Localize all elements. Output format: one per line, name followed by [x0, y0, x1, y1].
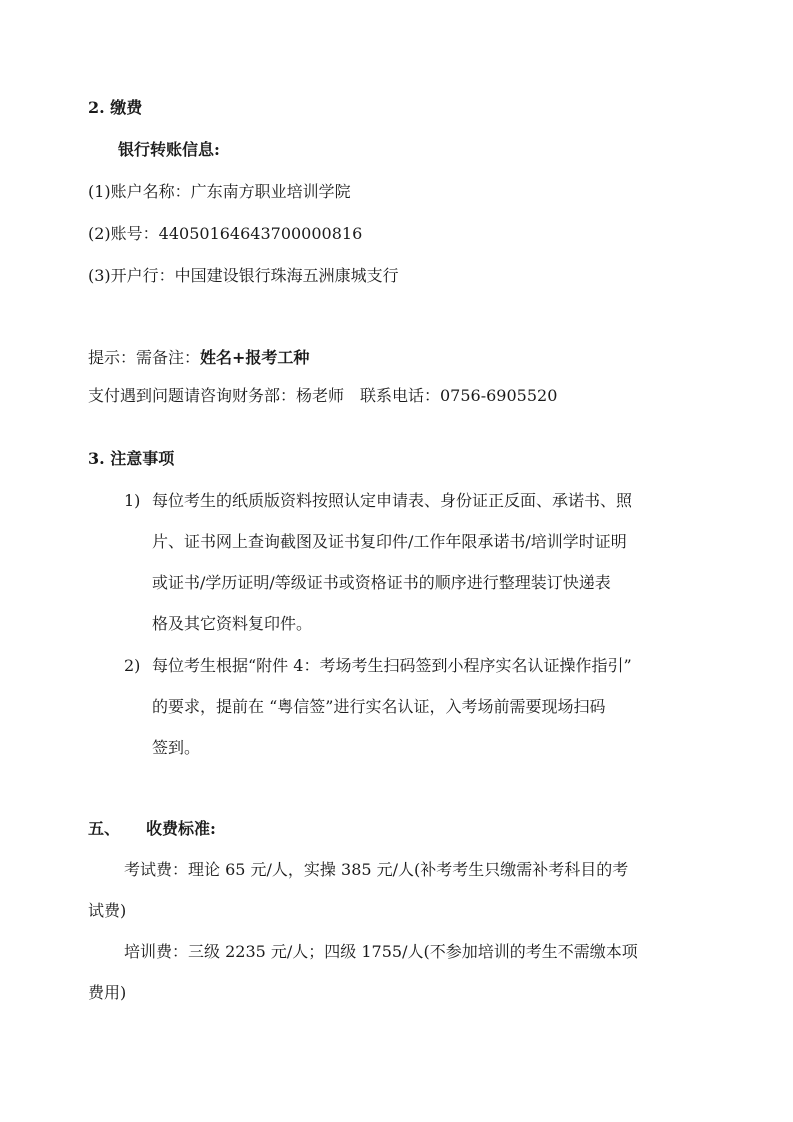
notice-item-1-line: 格及其它资料复印件。 [152, 614, 313, 633]
section-3-heading: 3. 注意事项 [88, 449, 175, 468]
notice-item-2-number: 2) [124, 656, 141, 675]
training-fee-line: 培训费：三级 2235 元/人；四级 1755/人(不参加培训的考生不需缴本项 [124, 942, 638, 961]
section-5-heading-number: 五、 [88, 819, 121, 838]
exam-fee-line: 考试费：理论 65 元/人，实操 385 元/人(补考考生只缴需补考科目的考 [124, 860, 629, 879]
hint-prefix: 提示：需备注： [88, 348, 201, 367]
notice-item-2-line: 的要求，提前在 “粤信签”进行实名认证，入考场前需要现场扫码 [152, 697, 606, 716]
notice-item-1-line: 或证书/学历证明/等级证书或资格证书的顺序进行整理装订快递表 [152, 573, 611, 592]
notice-item-1-number: 1) [124, 491, 141, 510]
section-5-heading: 收费标准: [146, 819, 216, 838]
training-fee-line: 费用) [88, 983, 127, 1002]
notice-item-2-line: 签到。 [152, 738, 201, 757]
notice-item-2-line: 每位考生根据“附件 4：考场考生扫码签到小程序实名认证操作指引” [152, 656, 632, 675]
notice-item-1-line: 每位考生的纸质版资料按照认定申请表、身份证正反面、承诺书、照 [152, 491, 633, 510]
exam-fee-line: 试费) [88, 901, 127, 920]
opening-bank: (3)开户行：中国建设银行珠海五洲康城支行 [88, 266, 399, 285]
bank-transfer-title: 银行转账信息: [118, 140, 220, 159]
section-2-heading: 2. 缴费 [88, 98, 143, 117]
account-name: (1)账户名称：广东南方职业培训学院 [88, 182, 351, 201]
payment-hint [88, 347, 309, 369]
hint-bold-note: 姓名+报考工种 [200, 348, 310, 367]
notice-item-1-line: 片、证书网上查询截图及证书复印件/工作年限承诺书/培训学时证明 [152, 532, 627, 551]
account-number: (2)账号：44050164643700000816 [88, 224, 363, 243]
finance-contact: 支付遇到问题请咨询财务部：杨老师 联系电话：0756-6905520 [88, 386, 558, 405]
